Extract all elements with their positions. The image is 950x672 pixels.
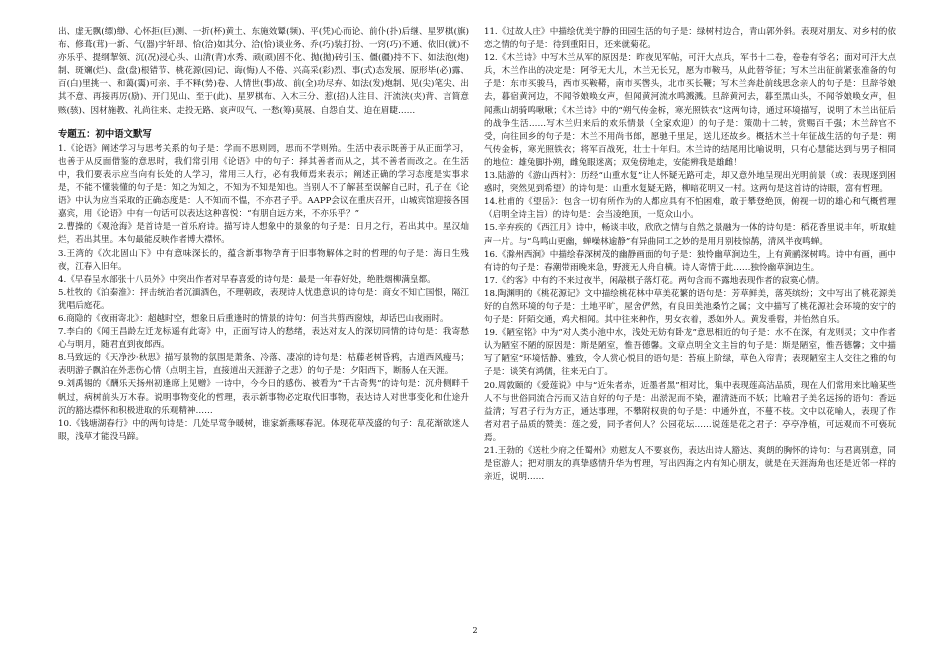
list-item: 6.商隐的《夜雨寄北》：超越时空，想象日后重逢时的情景的诗句：何当共剪西窗烛，却话巴山夜雨时。 bbox=[58, 313, 449, 324]
list-item: 11.《过故人庄》中描绘优美宁静的田园生活的句子是：绿树村边合，青山郭外斜。表现对朋友、对乡村的依恋之情的句子是：待到重阳日，还来就菊花。 bbox=[484, 27, 896, 51]
list-item: 13.陆游的《游山西村》：历经“山重水复”让人怀疑无路可走，却又意外地呈现出光明前景（或：表现逐到困惑时，突然见到希望）的诗句是：山重水复疑无路，柳暗花明又一村。这两句是这首诗的诗眼，富有哲理。 bbox=[484, 171, 896, 195]
list-item: 18.陶渊明的《桃花源记》文中描绘桃花林中草美花繁的语句是：芳草鲜美，落英缤纷；文中写出了桃花源美好的自然环境的句子是：土地平旷，屋舍俨然，有良田美池桑竹之属；文中描写了桃花源社会环境的安宁的句子是：阡陌交通，鸡犬相闻。其中往来种作，男女衣着，悉如外人。黄发垂髫，并怡然自乐。 bbox=[484, 288, 896, 326]
right-column bbox=[484, 26, 896, 484]
list-item: 16.《滁州西涧》中描绘春深树茂的幽静画面的句子是：独怜幽草涧边生，上有黄鹂深树鸣。诗中有画，画中有诗的句子是：春潮带雨晚来急，野渡无人舟自横。诗人寄情于此……独怜幽草涧边生。 bbox=[484, 249, 896, 273]
page-number: 2 bbox=[472, 626, 478, 635]
list-item: 4.《早春呈水部张十八员外》中突出作者对早春喜爱的诗句是：最是一年春好处，绝胜烟柳满皇都。 bbox=[58, 274, 436, 285]
topic-title: 专题五：初中语文默写 bbox=[58, 128, 152, 140]
list-item: 17.《约客》中有约不来过夜半，闲敲棋子落灯花。两句含而不露地表现作者的寂寞心情。 bbox=[484, 275, 825, 286]
list-item: 7.李白的《闻王昌龄左迁龙标遥有此寄》中，正面写诗人的愁绪，表达对友人的深切同情的诗句是：我寄愁心与明月，随君直到夜郎西。 bbox=[58, 327, 469, 351]
vocab-paragraph: 出、虚无飘(缥)缈、心怀拒(巨)测、一折(杯)黄土、东施效颦(频)、平(凭)心而论、前仆(扑)后继、星罗棋(旗)布、修葺(茸)一新、气(器)宇轩昂、恰(洽)如其分、洽(恰)谈业务、乔(巧)装打扮、一窍(巧)不通、依旧(就)不亦乐乎、提纲挈领、沉(况)浸心头、山清(青)水秀、顽(顽)固不化、抛(拋)砖引玉、僵(疆)持不下、如法泡(炮)制、斑斓(烂)、盘(盘)根错节、桃花源(园)记、诲(悔)人不倦、兴高采(彩)烈、事(式)态发展、原形毕(必)露、百(白)里挑一、和蔼(霭)可亲、手不释(势)卷、人情世(事)故、前(全)功尽弃、如法(发)炮制、见(尖)笔尖、出其不意、再接再厉(励)、开门见山、至于(此)、星罗棋布、入木三分、惹(招)人注目、汗流浃(夹)背、言简意赅(骇)、因材施教、礼尚往来、走投无路、哀声叹气、一愁(筹)莫展、自怨自艾、迫在眉睫…… bbox=[58, 27, 469, 116]
left-column bbox=[58, 26, 469, 444]
list-item: 9.刘禹锡的《酬乐天扬州初逢席上见赠》一诗中，今今日的感伤、被看为“千古奇隽”的诗句是：沉舟侧畔千帆过，病树前头万木春。说明事物变化的哲理，表示新事物必定取代旧事物，表达诗人对世事变化和仕途升沉的豁达襟怀和积极进取的乐观精神…… bbox=[58, 379, 469, 416]
list-item: 5.杜牧的《泊秦淮》：抨击统治者沉湎酒色，不理朝政，表现诗人忧患意识的诗句是：商女不知亡国恨，隔江犹唱后庭花。 bbox=[58, 287, 469, 311]
list-item: 10.《钱塘湖春行》中的两句诗是：几处早莺争暖树，谁家新燕啄春泥。体现花草茂盛的句子：乱花渐欲迷人眼，浅草才能没马蹄。 bbox=[58, 418, 469, 442]
list-item: 20.周敦颐的《爱莲说》中与“近朱者赤，近墨者黑”相对比，集中表现莲高洁品质，现在人们常用来比喻某些人不与世俗同流合污而又洁自好的句子是：出淤泥而不染，濯清涟而不妖；比喻君子美名远扬的语句：香远益清；写君子行为方正，通达事理，不攀附权贵的句子是：中通外直，不蔓不枝。文中以花喻人，表现了作者对君子品质的赞美：莲之爱，同予者何人？公园花坛……说莲是花之君子：亭亭净植，可远观而不可亵玩焉。 bbox=[484, 380, 896, 443]
list-item: 1.《论语》阐述学习与思考关系的句子是：学而不思则罔，思而不学则殆。生活中表示既善于从正面学习，也善于从反面借鉴的意思时，我们常引用《论语》中的句子：择其善者而从之，其不善者而改之。在生活中，我们要表示应当向有长处的人学习，常用三人行，必有我师焉来表示；阐述正确的学习态度是实事求是，不能不懂装懂的句子是：知之为知之，不知为不知是知也。当别人不了解甚至误解自己时，孔子在《论语》中认为应当采取的正确态度是：人不知而不愠，不亦君子乎。AAPP会议在重庆召开，山城宾馆迎接各国嘉宾，用《论语》中有一句话可以表达这种喜悦：“有朋自远方来，不亦乐乎？” bbox=[58, 143, 469, 220]
list-item: 21.王勃的《送杜少府之任蜀州》劝慰友人不要哀伤，表达出诗人豁达、爽朗的胸怀的诗句：与君离别意，同是宦游人；把对朋友的真挚感情升华为哲理，写出四海之内有知心朋友，就是在天涯海角也还是近邻一样的亲近，说明…… bbox=[484, 446, 896, 483]
list-item: 14.杜甫的《望岳》：包含一切有所作为的人都应具有不怕困难，敢于攀登绝顶，俯视一切的雄心和气概哲理（启明全诗主旨）的诗句是：会当凌绝顶，一览众山小。 bbox=[484, 197, 896, 221]
list-item: 8.马致远的《天净沙·秋思》描写景物的氛围是萧条、冷落、凄凉的诗句是：枯藤老树昏鸦，古道西风瘦马；表明游子飘泊在外悲伤心情（点明主旨，直接道出天涯游子之悲）的句子是：夕阳西下，断肠人在天涯。 bbox=[58, 353, 469, 377]
list-item: 15.辛弃疾的《西江月》诗中，畅谈丰收，欣欣之情与自然之景融为一体的诗句是：稻花香里说丰年，听取蛙声一片。与“鸟鸣山更幽，蝉噪林逾静”有异曲同工之妙的是用月别枝惊鹊，清风半夜鸣蝉。 bbox=[484, 223, 896, 247]
list-item: 19.《陋室铭》中为“对人类小池中水，浅处无妨有卧龙”意思相近的句子是：水不在深，有龙则灵；文中作者认为陋室不陋的原因是：斯是陋室，惟吾德馨。文章点明全文主旨的句子是：斯是陋室，惟吾德馨；文中描写了陋室“环境恬静、雅致，令人赏心悦目的语句是：苔痕上阶绿，草色入帘青；表现陋室主人交往之雅的句子是：谈笑有鸿儒，往来无白丁。 bbox=[484, 328, 896, 378]
list-item: 12.《木兰诗》中写木兰从军的原因是：昨夜见军帖，可汗大点兵，军书十二卷，卷卷有爷名；面对可汗大点兵，木兰作出的决定是：阿爷无大儿，木兰无长兄，愿为市鞍马，从此替爷征；写木兰出征前紧张准备的句子是：东市买骏马，西市买鞍鞯，南市买辔头，北市买长鞭；写木兰奔赴前线思念亲人的句子是：旦辞爷娘去，暮宿黄河边，不闻爷娘唤女声，但闻黄河流水鸣溅溅。旦辞黄河去，暮至黑山头，不闻爷娘唤女声，但闻燕山胡骑鸣啾啾；《木兰诗》中的“朔气传金柝，寒光照铁衣”这两句诗，通过环境描写，说明了木兰出征后的战争生活……写木兰归来后的欢乐情景（全家欢迎）的句子是：策勋十二转，赏赐百千强；木兰辞官不受，向往回乡的句子是：木兰不用尚书郎，愿驰千里足，送儿还故乡。概括木兰十年征战生活的句子是：朔气传金柝，寒光照铁衣；将军百战死，壮士十年归。木兰诗的结尾用比喻说明，只有心慧能达到与男子相同的地位：雄兔脚扑朔，雌兔眼迷离；双兔傍地走，安能辨我是雄雌！ bbox=[484, 53, 896, 168]
list-item: 2.曹操的《观沧海》是首诗是一首乐府诗。描写诗人想象中的景象的句子是：日月之行，若出其中。星汉灿烂，若出其里。本句最能反映作者博大襟怀。 bbox=[58, 222, 469, 246]
list-item: 3.王湾的《次北固山下》中有意味深长的，蕴含新事物孕育于旧事物解体之时的哲理的句子是：海日生残夜，江春入旧年。 bbox=[58, 248, 469, 272]
